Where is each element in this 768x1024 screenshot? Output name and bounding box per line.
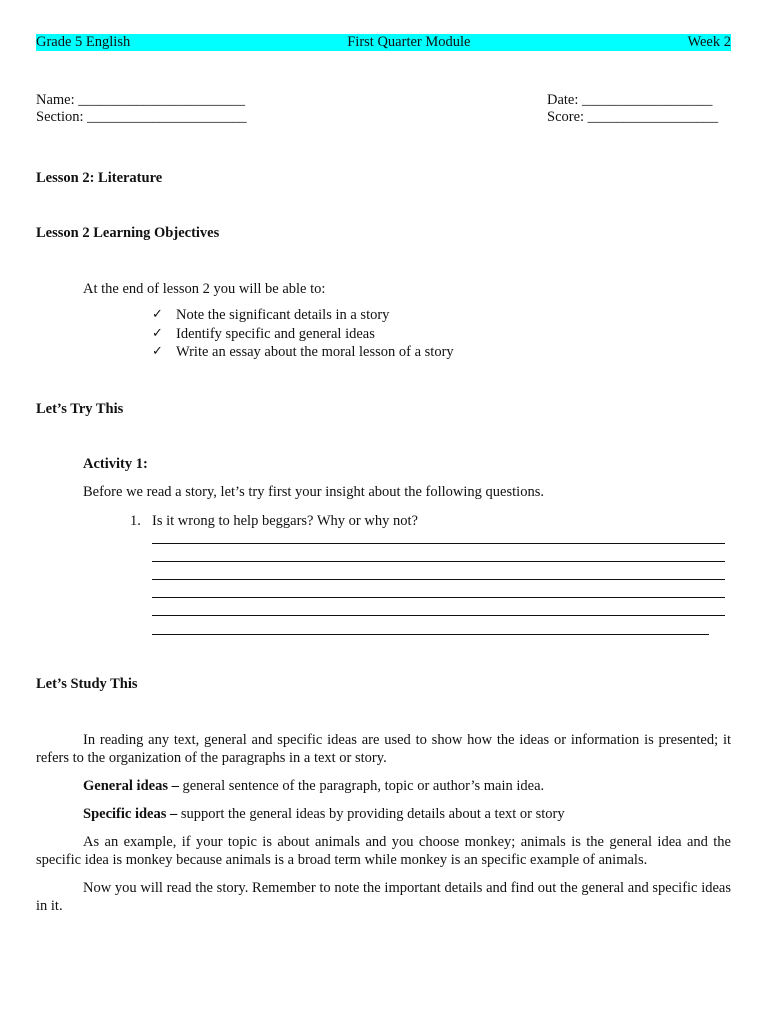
list-item [152,306,454,325]
study-intro-paragraph: In reading any text, general and specific ideas are used to show how the ideas or information is presented; it refers to the organization of the paragraphs in a text or story. [36,732,731,766]
answer-line[interactable] [152,597,725,598]
objectives-list [152,306,454,362]
objective-text: Note the significant details in a story [176,307,390,324]
general-ideas-paragraph [36,777,731,795]
question-text: Is it wrong to help beggars? Why or why not? [152,513,418,529]
header-grade: Grade 5 English [36,34,131,50]
objective-text: Write an essay about the moral lesson of a story [176,344,454,361]
general-ideas-term: General ideas – [83,778,179,794]
header-module: First Quarter Module [347,34,471,50]
try-this-heading: Let’s Try This [36,401,124,417]
answer-line[interactable] [152,579,725,580]
list-item [152,325,454,344]
answer-line[interactable] [152,634,709,635]
section-field[interactable]: Section: ______________________ [36,109,247,125]
objective-text: Identify specific and general ideas [176,325,375,342]
general-ideas-definition: general sentence of the paragraph, topic or author’s main idea. [178,778,545,794]
example-paragraph: As an example, if your topic is about animals and you choose monkey; animals is the general idea and the specific idea is monkey because animals is a broad term while monkey is an specific example of animals. [36,834,731,868]
check-icon: ✓ [152,344,163,360]
question-number: 1. [130,513,141,529]
specific-ideas-definition: support the general ideas by providing details about a text or story [177,806,565,822]
closing-paragraph: Now you will read the story. Remember to note the important details and find out the general and specific ideas in it. [36,880,731,914]
list-item [152,343,454,362]
answer-line[interactable] [152,543,725,544]
name-field[interactable]: Name: _______________________ [36,92,246,108]
date-field[interactable]: Date: __________________ [547,92,713,108]
check-icon: ✓ [152,325,163,341]
specific-ideas-paragraph [36,805,731,823]
score-field[interactable]: Score: __________________ [547,109,719,125]
check-icon: ✓ [152,307,163,323]
specific-ideas-term: Specific ideas – [83,806,178,822]
header-bar [36,34,731,51]
header-week: Week 2 [687,34,731,50]
study-this-heading: Let’s Study This [36,676,138,692]
objectives-heading: Lesson 2 Learning Objectives [36,225,220,241]
lesson-title: Lesson 2: Literature [36,170,163,186]
answer-line[interactable] [152,615,725,616]
activity-title: Activity 1: [83,456,148,472]
activity-instruction: Before we read a story, let’s try first your insight about the following questions. [83,484,544,500]
objectives-intro: At the end of lesson 2 you will be able to: [83,281,326,297]
answer-line[interactable] [152,561,725,562]
